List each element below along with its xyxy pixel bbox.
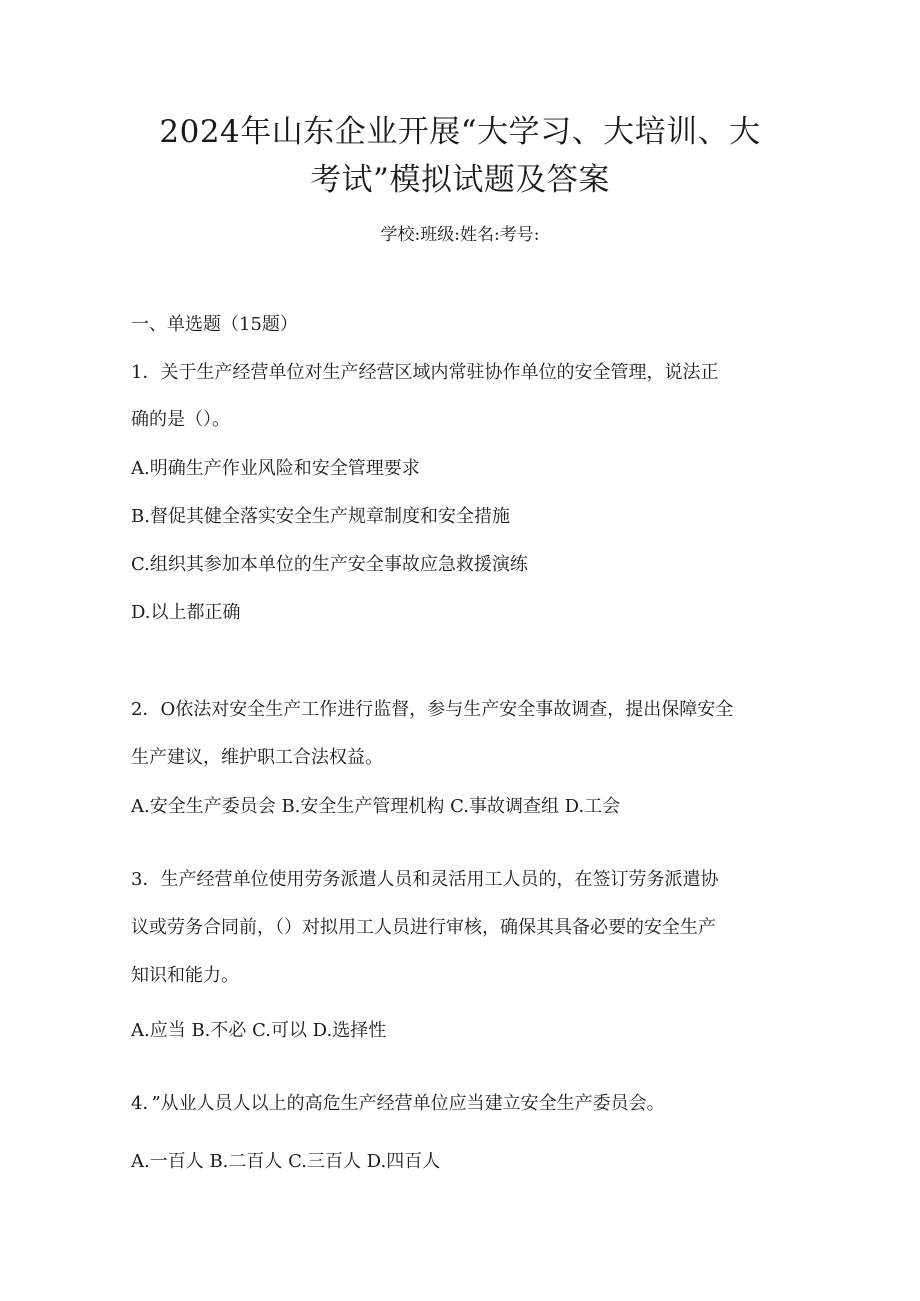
section-heading: 一、单选题（15题） <box>131 314 298 335</box>
question-1-option-a: A.明确生产作业风险和安全管理要求 <box>131 458 420 479</box>
question-3-stem-line-2: 议或劳务合同前，（）对拟用工人员进行审核，确保其具备必要的安全生产 <box>131 917 716 938</box>
question-1-stem-line-1: 1．关于生产经营单位对生产经营区域内常驻协作单位的安全管理，说法正 <box>131 362 719 383</box>
question-3-stem-line-1: 3．生产经营单位使用劳务派遣人员和灵活用工人员的，在签订劳务派遣协 <box>131 869 719 890</box>
question-2-stem-line-2: 生产建议，维护职工合法权益。 <box>131 747 383 768</box>
question-2-stem-line-1: 2．O依法对安全生产工作进行监督，参与生产安全事故调查，提出保障安全 <box>131 699 734 720</box>
student-info-line: 学校:班级:姓名:考号: <box>380 225 540 245</box>
document-title-line-2: 考试”模拟试题及答案 <box>310 162 610 198</box>
question-1-stem-line-2: 确的是（）。 <box>131 409 230 430</box>
question-1-option-b: B.督促其健全落实安全生产规章制度和安全措施 <box>131 506 510 527</box>
question-1-option-c: C.组织其参加本单位的生产安全事故应急救援演练 <box>131 554 528 575</box>
question-4-stem: 4．”从业人员人以上的高危生产经营单位应当建立安全生产委员会。 <box>131 1093 665 1114</box>
question-3-stem-line-3: 知识和能力。 <box>131 965 239 986</box>
question-3-options: A.应当 B.不必 C.可以 D.选择性 <box>131 1020 387 1041</box>
document-title-line-1: 2024年山东企业开展“大学习、大培训、大 <box>159 114 761 150</box>
question-4-options: A.一百人 B.二百人 C.三百人 D.四百人 <box>131 1151 441 1172</box>
question-1-option-d: D.以上都正确 <box>131 602 241 623</box>
question-2-options: A.安全生产委员会 B.安全生产管理机构 C.事故调查组 D.工会 <box>131 796 621 817</box>
